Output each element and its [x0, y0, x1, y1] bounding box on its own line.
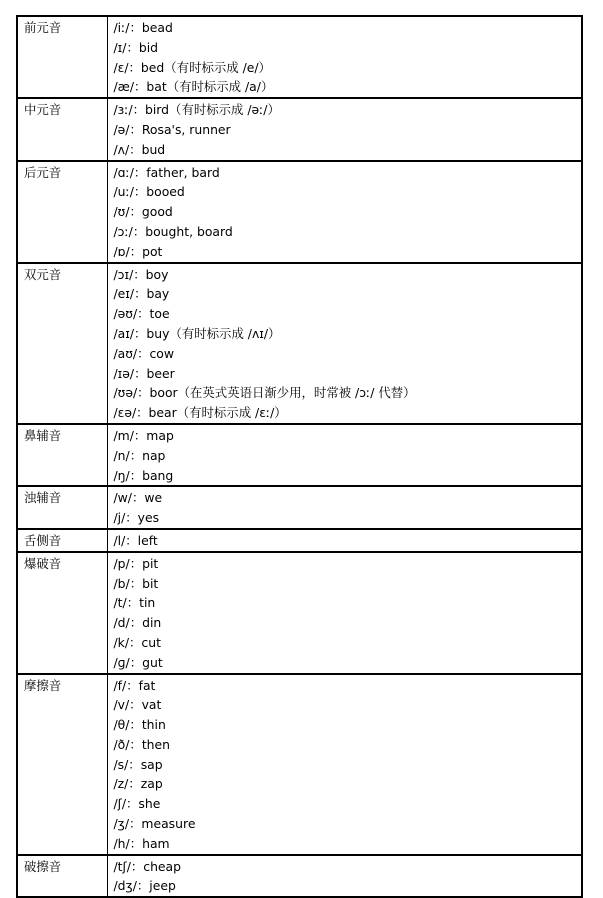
entries-cell	[107, 424, 582, 486]
entries-cell	[107, 552, 582, 674]
category-cell: 摩擦音	[17, 674, 107, 855]
phoneme-entry: /dʒ/：jeep	[113, 878, 176, 894]
phoneme-entry: /f/：fat	[113, 677, 156, 693]
phoneme-entry: /ð/：then	[113, 736, 171, 752]
phoneme-entry: /j/：yes	[113, 510, 160, 526]
entries-cell	[107, 855, 582, 898]
phoneme-entry: /n/：nap	[113, 447, 166, 463]
phoneme-entry: /əʊ/：toe	[113, 306, 170, 322]
phoneme-entry: /ʌ/：bud	[113, 141, 166, 157]
phoneme-entry: /k/：cut	[113, 634, 161, 650]
category-cell: 后元音	[17, 161, 107, 263]
entries-cell	[107, 529, 582, 552]
phoneme-entry: /v/：vat	[113, 697, 162, 713]
phoneme-entry: /tʃ/：cheap	[113, 858, 182, 874]
table-body	[17, 16, 582, 897]
phoneme-entry: /aʊ/：cow	[113, 345, 175, 361]
phoneme-entry: /h/：ham	[113, 835, 170, 851]
phoneme-entry: /ɪə/：beer	[113, 365, 175, 381]
category-cell: 爆破音	[17, 552, 107, 674]
phoneme-entry: /s/：sap	[113, 756, 163, 772]
phoneme-entry: /ɑː/：father, bard	[113, 164, 220, 180]
phoneme-entry: /ə/：Rosa's, runner	[113, 121, 231, 137]
entries-cell	[107, 161, 582, 263]
phoneme-entry: /ŋ/：bang	[113, 467, 174, 483]
phoneme-entry: /ʒ/：measure	[113, 816, 196, 832]
entries-cell	[107, 486, 582, 529]
phoneme-entry: /z/：zap	[113, 776, 163, 792]
phoneme-entry: /eɪ/：bay	[113, 286, 170, 302]
phoneme-entry: /t/：tin	[113, 595, 156, 611]
category-cell: 浊辅音	[17, 486, 107, 529]
table-row	[17, 486, 582, 529]
phoneme-entry: /ɔɪ/：boy	[113, 266, 169, 282]
table-row	[17, 161, 582, 263]
phoneme-entry: /ɡ/：gut	[113, 654, 163, 670]
category-cell: 中元音	[17, 98, 107, 160]
category-cell: 鼻辅音	[17, 424, 107, 486]
phoneme-entry: /ʊ/：good	[113, 204, 173, 220]
category-cell: 双元音	[17, 263, 107, 424]
phoneme-entry: /ɒ/：pot	[113, 243, 163, 259]
table-row	[17, 16, 582, 98]
entries-cell	[107, 674, 582, 855]
phoneme-entry: /uː/：booed	[113, 184, 185, 200]
phoneme-entry: /ɪ/：bid	[113, 39, 159, 55]
phoneme-entry: /θ/：thin	[113, 717, 166, 733]
phoneme-entry: /ɔː/：bought, board	[113, 223, 233, 239]
entries-cell	[107, 98, 582, 160]
phoneme-entry: /ɜː/：bird（有时标示成 /əː/）	[113, 102, 280, 118]
table-row	[17, 674, 582, 855]
phoneme-entry: /b/：bit	[113, 575, 159, 591]
phoneme-entry: /æ/：bat（有时标示成 /a/）	[113, 79, 274, 95]
table-row	[17, 529, 582, 552]
phoneme-entry: /m/：map	[113, 427, 174, 443]
phoneme-entry: /ʃ/：she	[113, 796, 161, 812]
table-row	[17, 424, 582, 486]
table-row	[17, 98, 582, 160]
phoneme-entry: /iː/：bead	[113, 20, 173, 35]
category-cell: 前元音	[17, 16, 107, 98]
table-row	[17, 855, 582, 898]
phoneme-entry: /w/：we	[113, 490, 163, 506]
phoneme-entry: /l/：left	[113, 532, 158, 548]
phonetic-table	[16, 15, 583, 898]
table-row	[17, 263, 582, 424]
phoneme-entry: /ʊə/：boor（在英式英语日渐少用，时常被 /ɔː/ 代替）	[113, 385, 416, 401]
entries-cell	[107, 263, 582, 424]
phoneme-entry: /d/：din	[113, 615, 162, 631]
phoneme-entry: /ɛ/：bed（有时标示成 /e/）	[113, 59, 271, 75]
phoneme-entry: /p/：pit	[113, 555, 159, 571]
table-row	[17, 552, 582, 674]
phoneme-entry: /aɪ/：buy（有时标示成 /ʌɪ/）	[113, 325, 281, 341]
entries-cell	[107, 16, 582, 98]
category-cell: 舌侧音	[17, 529, 107, 552]
phoneme-entry: /ɛə/：bear（有时标示成 /ɛː/）	[113, 405, 287, 421]
category-cell: 破擦音	[17, 855, 107, 898]
